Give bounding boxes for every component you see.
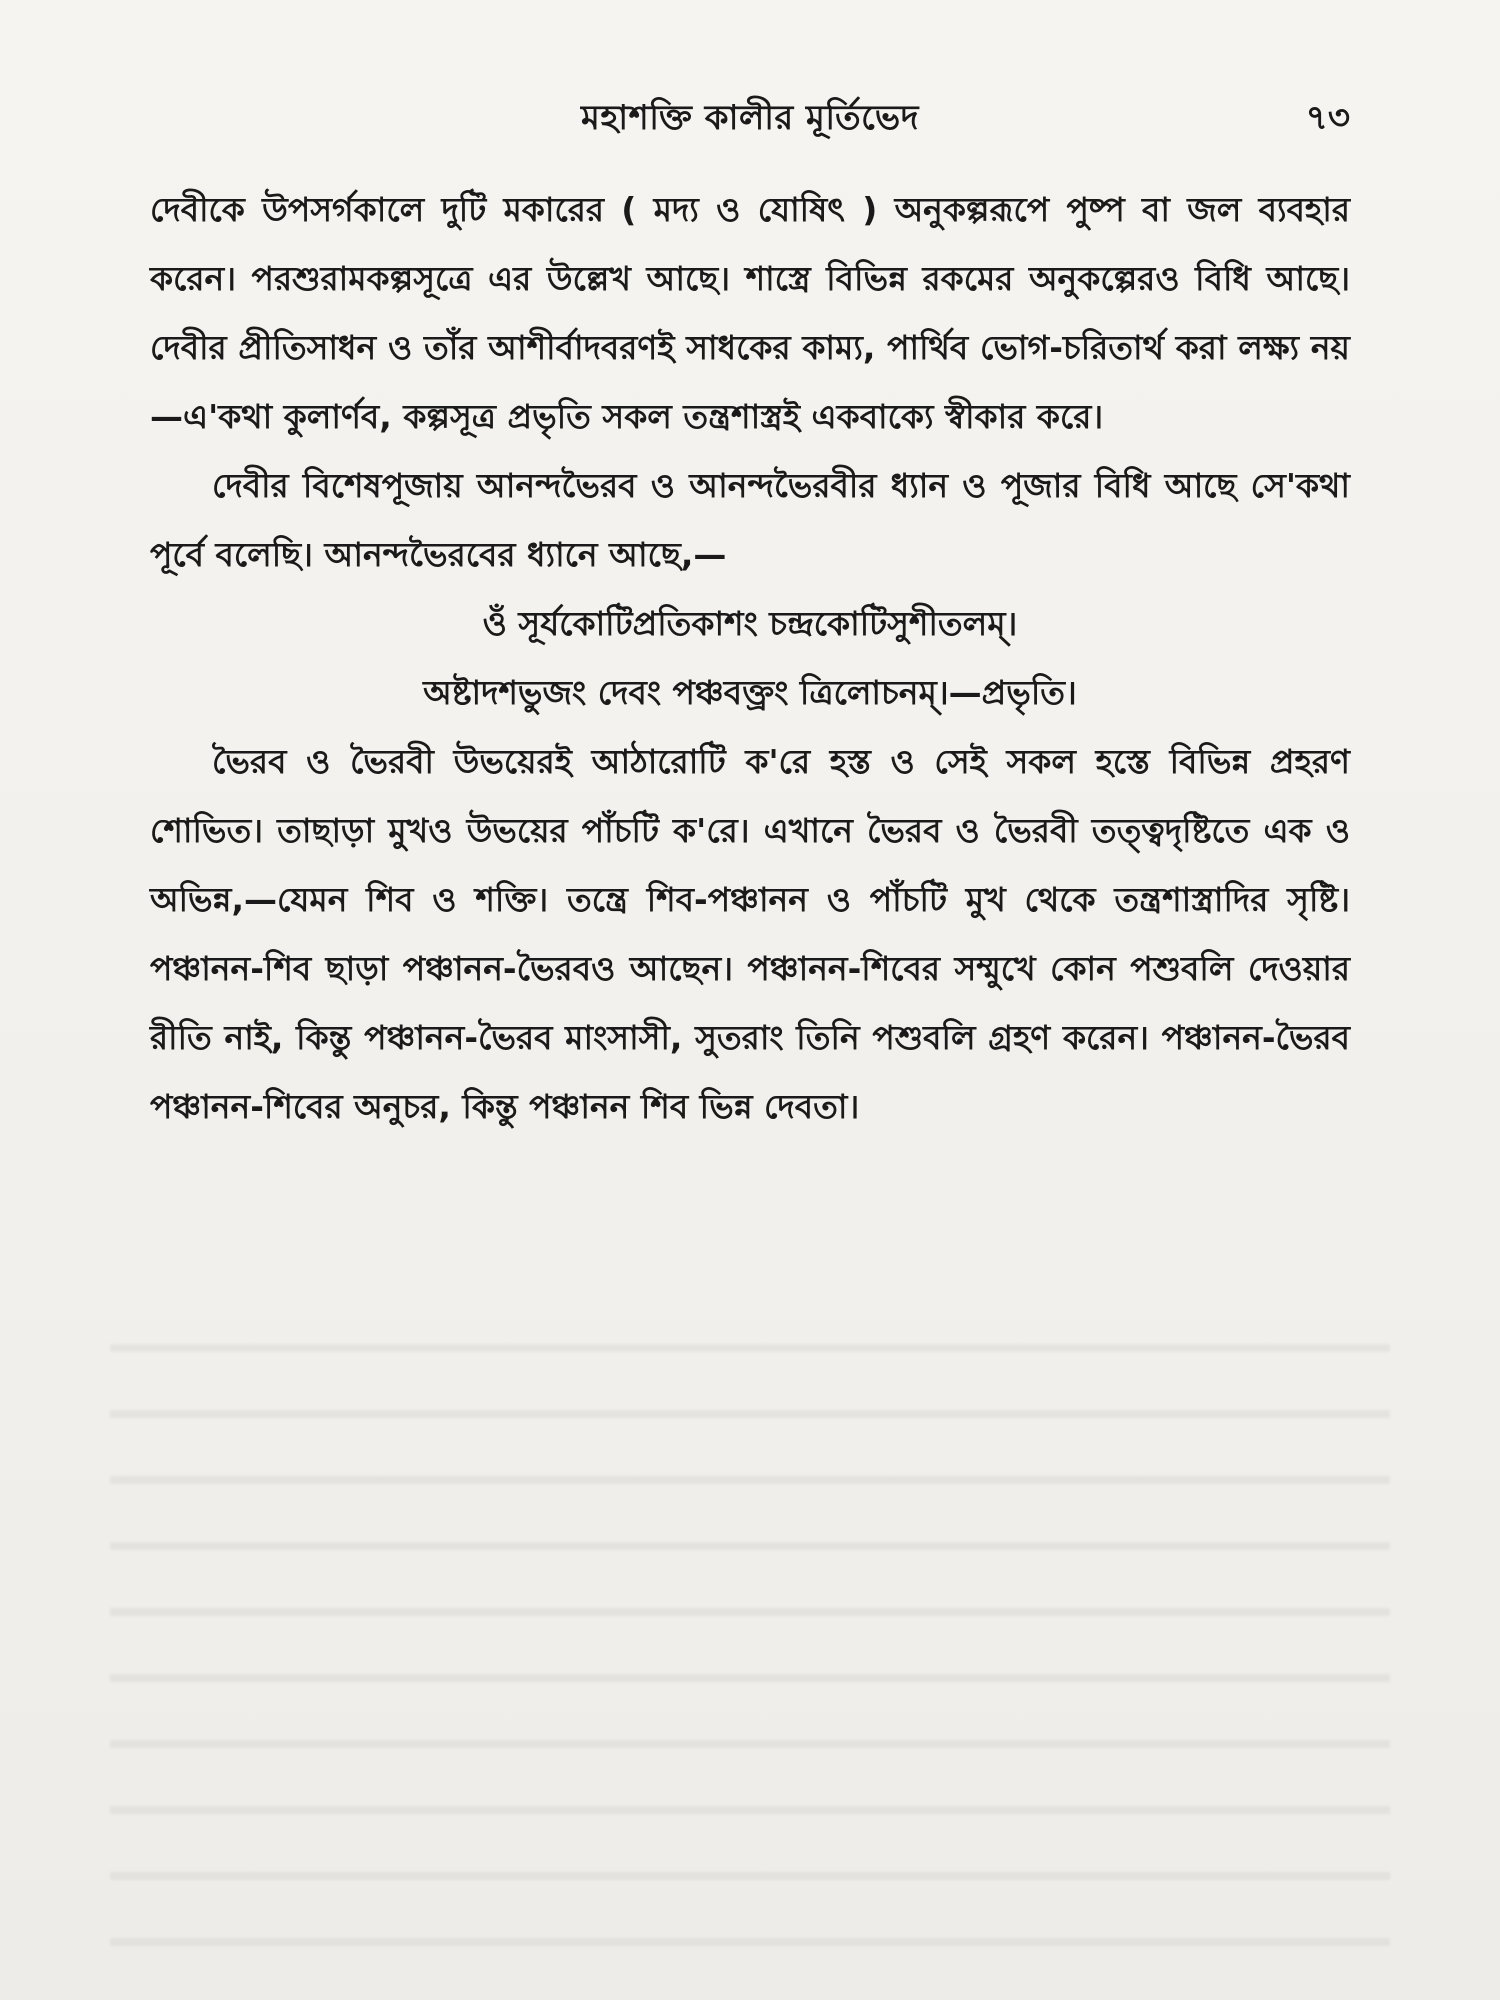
paragraph-2: দেবীর বিশেষপূজায় আনন্দভৈরব ও আনন্দভৈরবীর ধ্যান ও পূজার বিধি আছে সে'কথা পূর্বে বলেছি। আনন্দভৈরবের ধ্যানে আছে,—	[150, 466, 1350, 574]
paragraph-3: ভৈরব ও ভৈরবী উভয়েরই আঠারোটি ক'রে হস্ত ও সেই সকল হস্তে বিভিন্ন প্রহরণ শোভিত। তাছাড়া মুখও উভয়ের পাঁচটি ক'রে। এখানে ভৈরব ও ভৈরবী তত্ত্বদৃষ্টিতে এক ও অভিন্ন,—যেমন শিব ও শক্তি। তন্ত্রে শিব-পঞ্চানন ও পাঁচটি মুখ থেকে তন্ত্রশাস্ত্রাদির সৃষ্টি। পঞ্চানন-শিব ছাড়া পঞ্চানন-ভৈরবও আছেন। পঞ্চানন-শিবের সম্মুখে কোন পশুবলি দেওয়ার রীতি নাই, কিন্তু পঞ্চানন-ভৈরব মাংসাসী, সুতরাং তিনি পশুবলি গ্রহণ করেন। পঞ্চানন-ভৈরব পঞ্চানন-শিবের অনুচর, কিন্তু পঞ্চানন শিব ভিন্ন দেবতা।	[150, 742, 1350, 1126]
page-header	[150, 92, 1350, 142]
verse-line-1: ওঁ সূর্যকোটিপ্রতিকাশং চন্দ্রকোটিসুশীতলম্।	[482, 604, 1018, 643]
show-through-text	[110, 1300, 1390, 1960]
body-text	[150, 175, 1350, 1141]
paragraph-1: দেবীকে উপসর্গকালে দুটি মকারের ( মদ্য ও যোষিৎ ) অনুকল্পরূপে পুষ্প বা জল ব্যবহার করেন। পরশুরামকল্পসূত্রে এর উল্লেখ আছে। শাস্ত্রে বিভিন্ন রকমের অনুকল্পেরও বিধি আছে। দেবীর প্রীতিসাধন ও তাঁর আশীর্বাদবরণই সাধকের কাম্য, পার্থিব ভোগ-চরিতার্থ করা লক্ষ্য নয়—এ'কথা কুলার্ণব, কল্পসূত্র প্রভৃতি সকল তন্ত্রশাস্ত্রই একবাক্যে স্বীকার করে।	[150, 190, 1350, 436]
page-number: ৭৩	[1305, 98, 1350, 138]
verse-line-2: অষ্টাদশভুজং দেবং পঞ্চবক্ত্রং ত্রিলোচনম্।—প্রভৃতি।	[423, 673, 1077, 712]
running-title: মহাশক্তি কালীর মূর্তিভেদ	[580, 98, 920, 138]
